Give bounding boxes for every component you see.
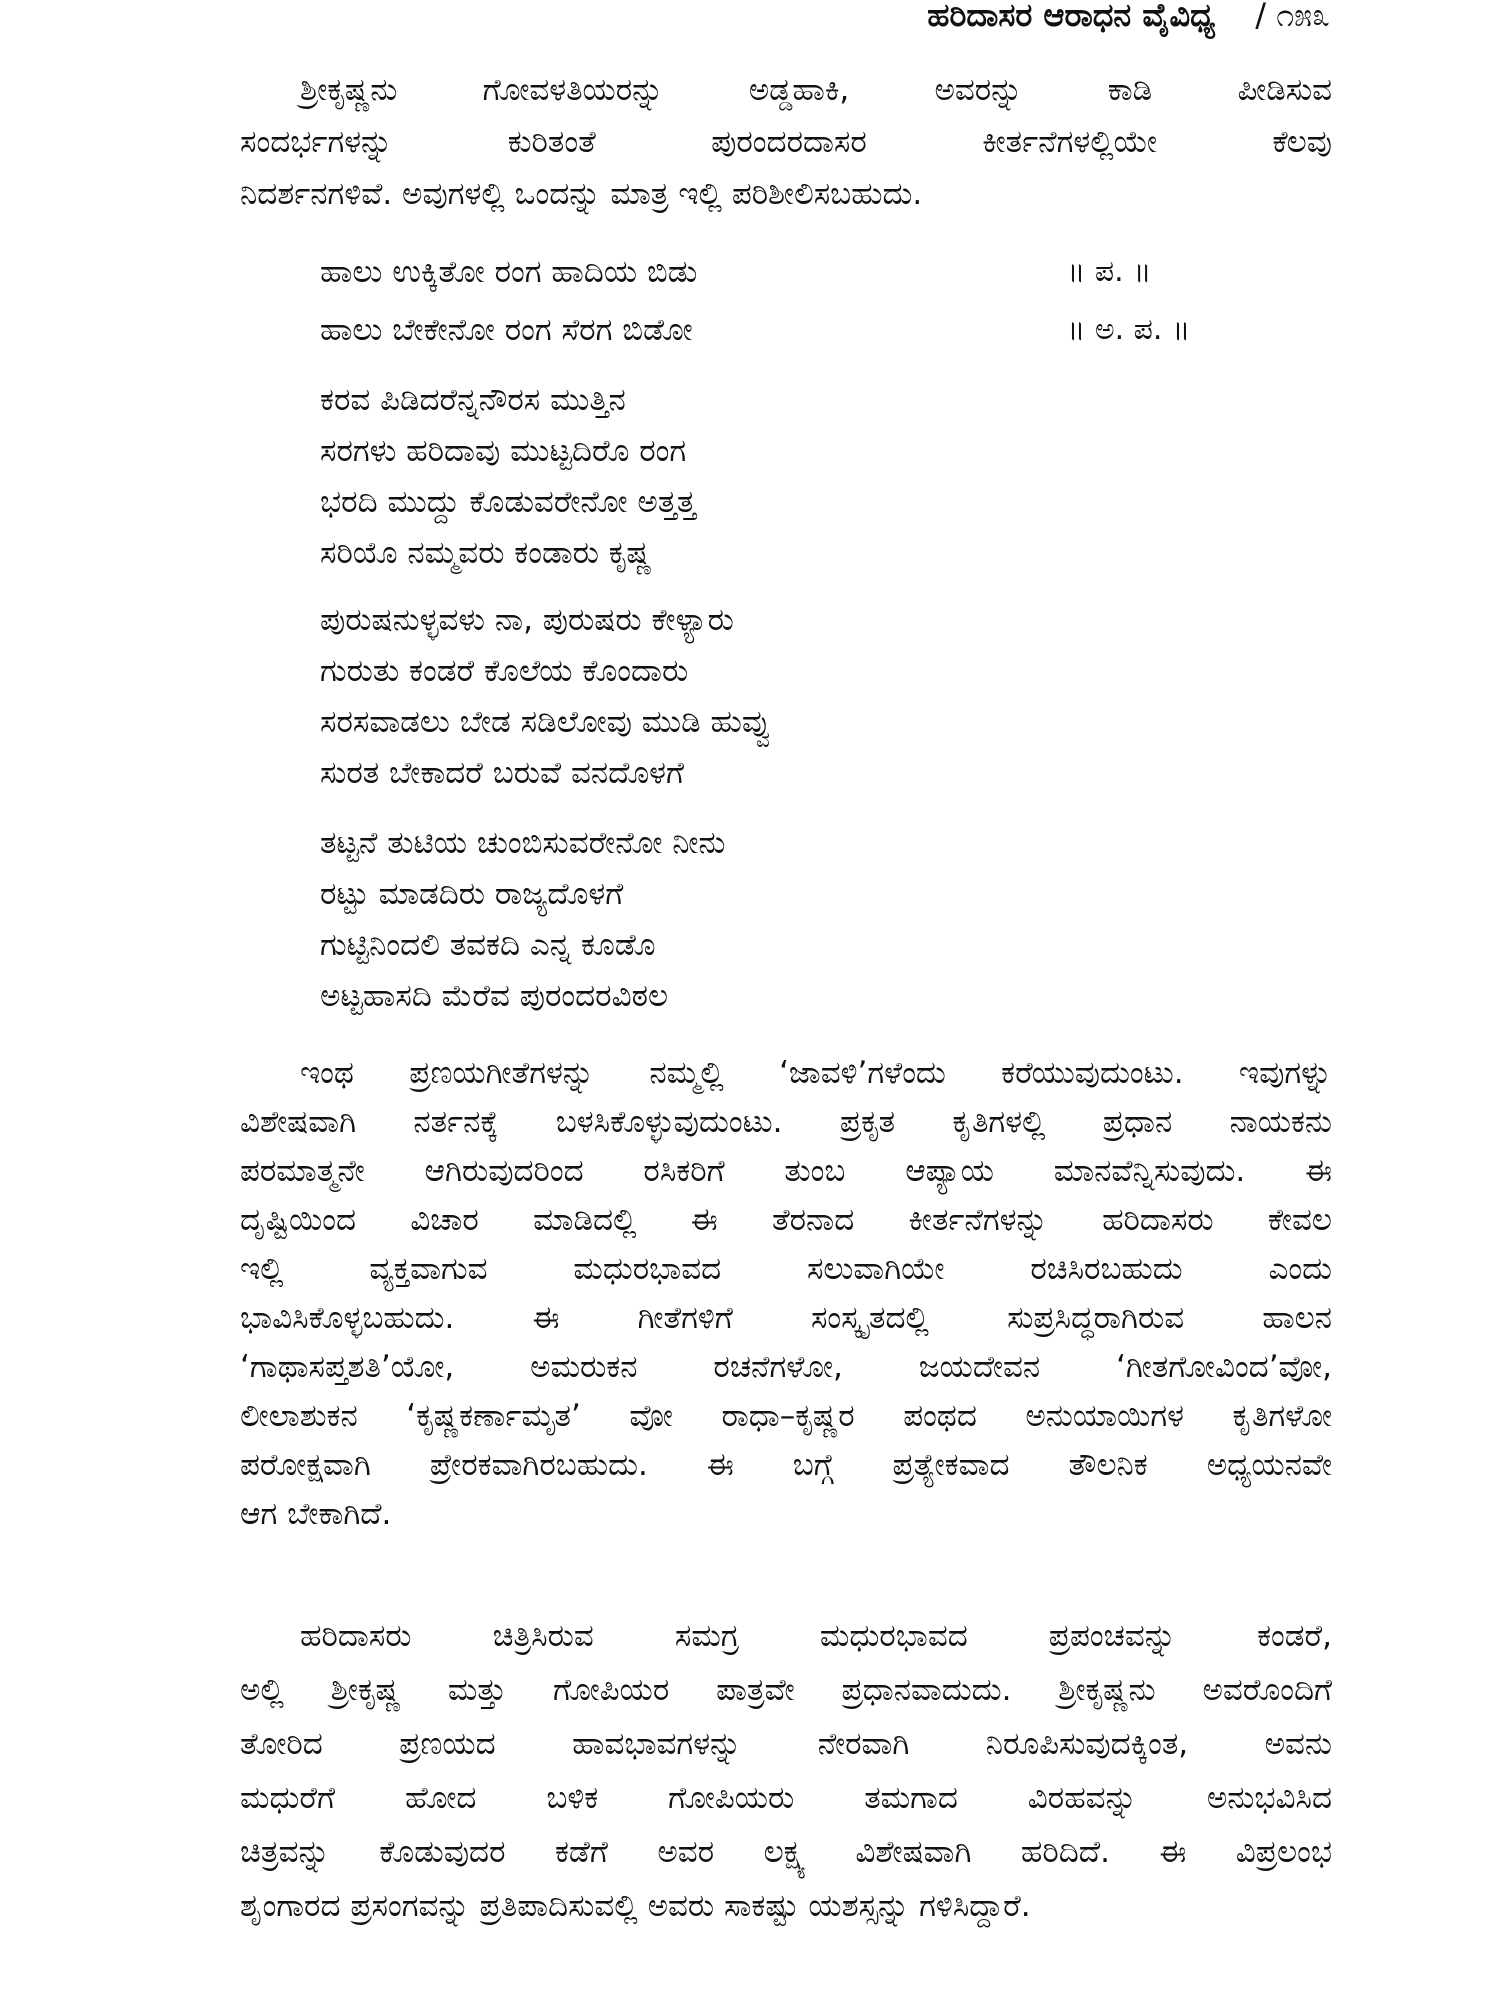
- verse-line: ತಟ್ಟನೆ ತುಟಿಯ ಚುಂಬಿಸುವರೇನೋ ನೀನು: [320, 825, 726, 861]
- verse-line: ಪುರುಷನುಳ್ಳವಳು ನಾ, ಪುರುಷರು ಕೇಳ್ಯಾರು: [320, 602, 734, 638]
- verse-line: ಸರಿಯೊ ನಮ್ಮವರು ಕಂಡಾರು ಕೃಷ್ಣ: [320, 535, 652, 571]
- paragraph-line: ಶೃಂಗಾರದ ಪ್ರಸಂಗವನ್ನು ಪ್ರತಿಪಾದಿಸುವಲ್ಲಿ ಅವರು ಸಾಕಷ್ಟು ಯಶಸ್ಸನ್ನು ಗಳಿಸಿದ್ದಾರೆ.: [240, 1888, 1031, 1924]
- paragraph-line: ಚಿತ್ರವನ್ನು ಕೊಡುವುದರ ಕಡೆಗೆ ಅವರ ಲಕ್ಷ್ಯ ವಿಶೇಷವಾಗಿ ಹರಿದಿದೆ. ಈ ವಿಪ್ರಲಂಭ: [240, 1834, 1332, 1870]
- paragraph-line: ಸಂದರ್ಭಗಳನ್ನು ಕುರಿತಂತೆ ಪುರಂದರದಾಸರ ಕೀರ್ತನೆಗಳಲ್ಲಿಯೇ ಕೆಲವು: [240, 124, 1332, 160]
- paragraph-line: ಇಂಥ ಪ್ರಣಯಗೀತೆಗಳನ್ನು ನಮ್ಮಲ್ಲಿ ‘ಜಾವಳಿ’ಗಳೆಂದು ಕರೆಯುವುದುಂಟು. ಇವುಗಳ್ನು: [300, 1055, 1332, 1091]
- verse-line: ಅಟ್ಟಹಾಸದಿ ಮೆರೆವ ಪುರಂದರವಿಠಲ: [320, 978, 669, 1014]
- paragraph-line: ಪರಮಾತ್ಮನೇ ಆಗಿರುವುದರಿಂದ ರಸಿಕರಿಗೆ ತುಂಬ ಆಪ್ಯಾಯ ಮಾನವೆನ್ನಿಸುವುದು. ಈ: [240, 1153, 1332, 1189]
- verse-line: ರಟ್ಟು ಮಾಡದಿರು ರಾಜ್ಯದೊಳಗೆ: [320, 876, 624, 912]
- paragraph-line: ಮಧುರೆಗೆ ಹೋದ ಬಳಿಕ ಗೋಪಿಯರು ತಮಗಾದ ವಿರಹವನ್ನು ಅನುಭವಿಸಿದ: [240, 1780, 1332, 1816]
- paragraph-line: ಆಗ ಬೇಕಾಗಿದೆ.: [240, 1496, 392, 1532]
- verse-line: ಸುರತ ಬೇಕಾದರೆ ಬರುವೆ ವನದೊಳಗೆ: [320, 755, 685, 791]
- page-number: / ೧೫೩: [1255, 0, 1330, 34]
- refrain-line: ಹಾಲು ಉಕ್ಕಿತೋ ರಂಗ ಹಾದಿಯ ಬಿಡು: [320, 254, 698, 290]
- paragraph-line: ‘ಗಾಥಾಸಪ್ತಶತಿ’ಯೋ, ಅಮರುಕನ ರಚನೆಗಳೋ, ಜಯದೇವನ ‘ಗೀತಗೋವಿಂದ’ವೋ,: [240, 1349, 1332, 1385]
- paragraph-line: ನಿದರ್ಶನಗಳಿವೆ. ಅವುಗಳಲ್ಲಿ ಒಂದನ್ನು ಮಾತ್ರ ಇಲ್ಲಿ ಪರಿಶೀಲಿಸಬಹುದು.: [240, 176, 923, 212]
- paragraph-line: ದೃಷ್ಟಿಯಿಂದ ವಿಚಾರ ಮಾಡಿದಲ್ಲಿ ಈ ತೆರನಾದ ಕೀರ್ತನೆಗಳನ್ನು ಹರಿದಾಸರು ಕೇವಲ: [240, 1202, 1332, 1238]
- paragraph-line: ಭಾವಿಸಿಕೊಳ್ಳಬಹುದು. ಈ ಗೀತೆಗಳಿಗೆ ಸಂಸ್ಕೃತದಲ್ಲಿ ಸುಪ್ರಸಿದ್ಧರಾಗಿರುವ ಹಾಲನ: [240, 1300, 1332, 1336]
- verse-line: ಗುರುತು ಕಂಡರೆ ಕೊಲೆಯ ಕೊಂದಾರು: [320, 653, 689, 689]
- paragraph-line: ತೋರಿದ ಪ್ರಣಯದ ಹಾವಭಾವಗಳನ್ನು ನೇರವಾಗಿ ನಿರೂಪಿಸುವುದಕ್ಕಿಂತ, ಅವನು: [240, 1726, 1332, 1762]
- paragraph-line: ಶ್ರೀಕೃಷ್ಣನು ಗೋವಳತಿಯರನ್ನು ಅಡ್ಡಹಾಕಿ, ಅವರನ್ನು ಕಾಡಿ ಪೀಡಿಸುವ: [300, 72, 1332, 108]
- paragraph-line: ಪರೋಕ್ಷವಾಗಿ ಪ್ರೇರಕವಾಗಿರಬಹುದು. ಈ ಬಗ್ಗೆ ಪ್ರತ್ಯೇಕವಾದ ತೌಲನಿಕ ಅಧ್ಯಯನವೇ: [240, 1447, 1332, 1483]
- verse-line: ಸರಸವಾಡಲು ಬೇಡ ಸಡಿಲೋವು ಮುಡಿ ಹುವ್ವು: [320, 704, 773, 740]
- paragraph-line: ಅಲ್ಲಿ ಶ್ರೀಕೃಷ್ಣ ಮತ್ತು ಗೋಪಿಯರ ಪಾತ್ರವೇ ಪ್ರಧಾನವಾದುದು. ಶ್ರೀಕೃಷ್ಣನು ಅವರೊಂದಿಗೆ: [240, 1672, 1332, 1708]
- refrain-line: ಹಾಲು ಬೇಕೇನೋ ರಂಗ ಸೆರಗ ಬಿಡೋ: [320, 312, 693, 348]
- running-header: [927, 0, 1330, 35]
- verse-line: ಕರವ ಪಿಡಿದರೆನ್ನನೌರಸ ಮುತ್ತಿನ: [320, 382, 626, 418]
- refrain-marker: ॥ ಅ. ಪ. ॥: [1067, 312, 1191, 347]
- header-title: ಹರಿದಾಸರ ಆರಾಧನ ವೈವಿಧ್ಯ: [927, 0, 1216, 34]
- verse-line: ಗುಟ್ಟಿನಿಂದಲಿ ತವಕದಿ ಎನ್ನ ಕೂಡೊ: [320, 927, 656, 963]
- paragraph-line: ವಿಶೇಷವಾಗಿ ನರ್ತನಕ್ಕೆ ಬಳಸಿಕೊಳ್ಳುವುದುಂಟು. ಪ್ರಕೃತ ಕೃತಿಗಳಲ್ಲಿ ಪ್ರಧಾನ ನಾಯಕನು: [240, 1104, 1332, 1140]
- paragraph-line: ಇಲ್ಲಿ ವ್ಯಕ್ತವಾಗುವ ಮಧುರಭಾವದ ಸಲುವಾಗಿಯೇ ರಚಿಸಿರಬಹುದು ಎಂದು: [240, 1251, 1332, 1287]
- refrain-marker: ॥ ಪ. ॥: [1067, 254, 1152, 289]
- verse-line: ಸರಗಳು ಹರಿದಾವು ಮುಟ್ಟದಿರೊ ರಂಗ: [320, 433, 687, 469]
- paragraph-line: ಲೀಲಾಶುಕನ ‘ಕೃಷ್ಣಕರ್ಣಾಮೃತ’ ವೋ ರಾಧಾ–ಕೃಷ್ಣರ ಪಂಥದ ಅನುಯಾಯಿಗಳ ಕೃತಿಗಳೋ: [240, 1398, 1332, 1434]
- paragraph-line: ಹರಿದಾಸರು ಚಿತ್ರಿಸಿರುವ ಸಮಗ್ರ ಮಧುರಭಾವದ ಪ್ರಪಂಚವನ್ನು ಕಂಡರೆ,: [300, 1618, 1332, 1654]
- verse-line: ಭರದಿ ಮುದ್ದು ಕೊಡುವರೇನೋ ಅತ್ತತ್ತ: [320, 484, 696, 520]
